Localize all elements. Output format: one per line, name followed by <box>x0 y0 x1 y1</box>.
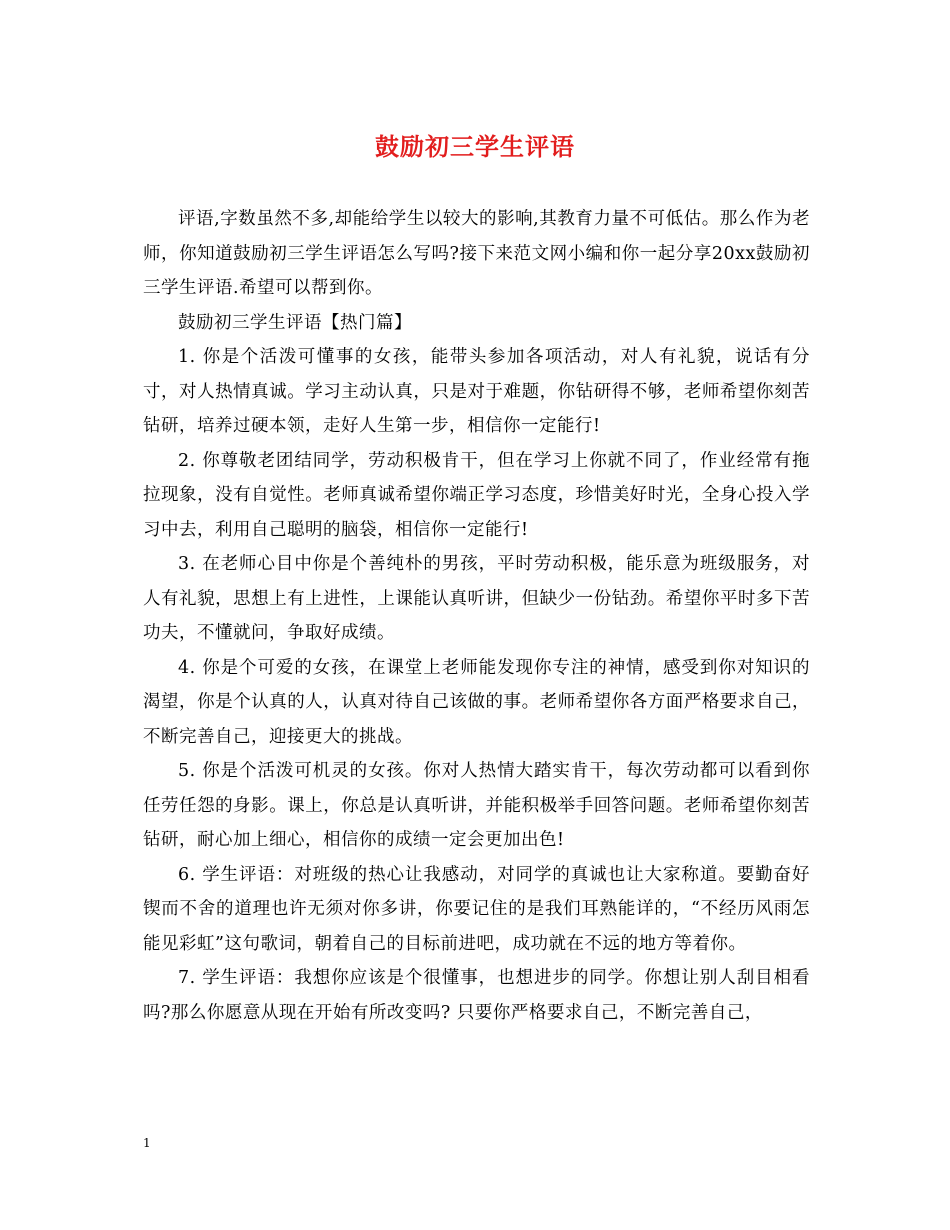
comment-paragraph-2: 2. 你尊敬老团结同学，劳动积极肯干，但在学习上你就不同了，作业经常有拖拉现象，没有自觉性。老师真诚希望你端正学习态度，珍惜美好时光，全身心投入学习中去，利用自己聪明的脑袋，相信你一定能行! <box>143 450 810 540</box>
comment-paragraph-7: 7. 学生评语：我想你应该是个很懂事，也想进步的同学。你想让别人刮目相看吗?那么你愿意从现在开始有所改变吗? 只要你严格要求自己，不断完善自己， <box>143 968 810 1023</box>
comment-paragraph-6: 6. 学生评语：对班级的热心让我感动，对同学的真诚也让大家称道。要勤奋好锲而不舍的道理也许无须对你多讲，你要记住的是我们耳熟能详的，“不经历风雨怎能见彩虹”这句歌词，朝着自己的目标前进吧，成功就在不远的地方等着你。 <box>143 864 810 954</box>
comment-paragraph-4: 4. 你是个可爱的女孩，在课堂上老师能发现你专注的神情，感受到你对知识的渴望，你是个认真的人，认真对待自己该做的事。老师希望你各方面严格要求自己，不断完善自己，迎接更大的挑战。 <box>143 657 810 747</box>
comment-paragraph-5: 5. 你是个活泼可机灵的女孩。你对人热情大踏实肯干，每次劳动都可以看到你任劳任怨的身影。课上，你总是认真听讲，并能积极举手回答问题。老师希望你刻苦钻研，耐心加上细心，相信你的成绩一定会更加出色! <box>143 761 810 850</box>
intro-paragraph: 评语,字数虽然不多,却能给学生以较大的影响,其教育力量不可低估。那么作为老师，你知道鼓励初三学生评语怎么写吗?接下来范文网小编和你一起分享20xx鼓励初三学生评语.希望可以帮到你。 <box>143 209 810 298</box>
comment-paragraph-1: 1. 你是个活泼可懂事的女孩，能带头参加各项活动，对人有礼貌，说话有分寸，对人热情真诚。学习主动认真，只是对于难题，你钻研得不够，老师希望你刻苦钻研，培养过硬本领，走好人生第一步，相信你一定能行! <box>143 347 810 436</box>
document-title: 鼓励初三学生评语 <box>375 132 575 161</box>
document-body <box>143 202 810 1030</box>
comment-paragraph-3: 3. 在老师心目中你是个善纯朴的男孩，平时劳动积极，能乐意为班级服务，对人有礼貌，思想上有上进性，上课能认真听讲，但缺少一份钻劲。希望你平时多下苦功夫，不懂就问，争取好成绩。 <box>143 554 810 643</box>
page-number: 1 <box>143 1136 151 1150</box>
section-heading: 鼓励初三学生评语【热门篇】 <box>178 312 412 333</box>
